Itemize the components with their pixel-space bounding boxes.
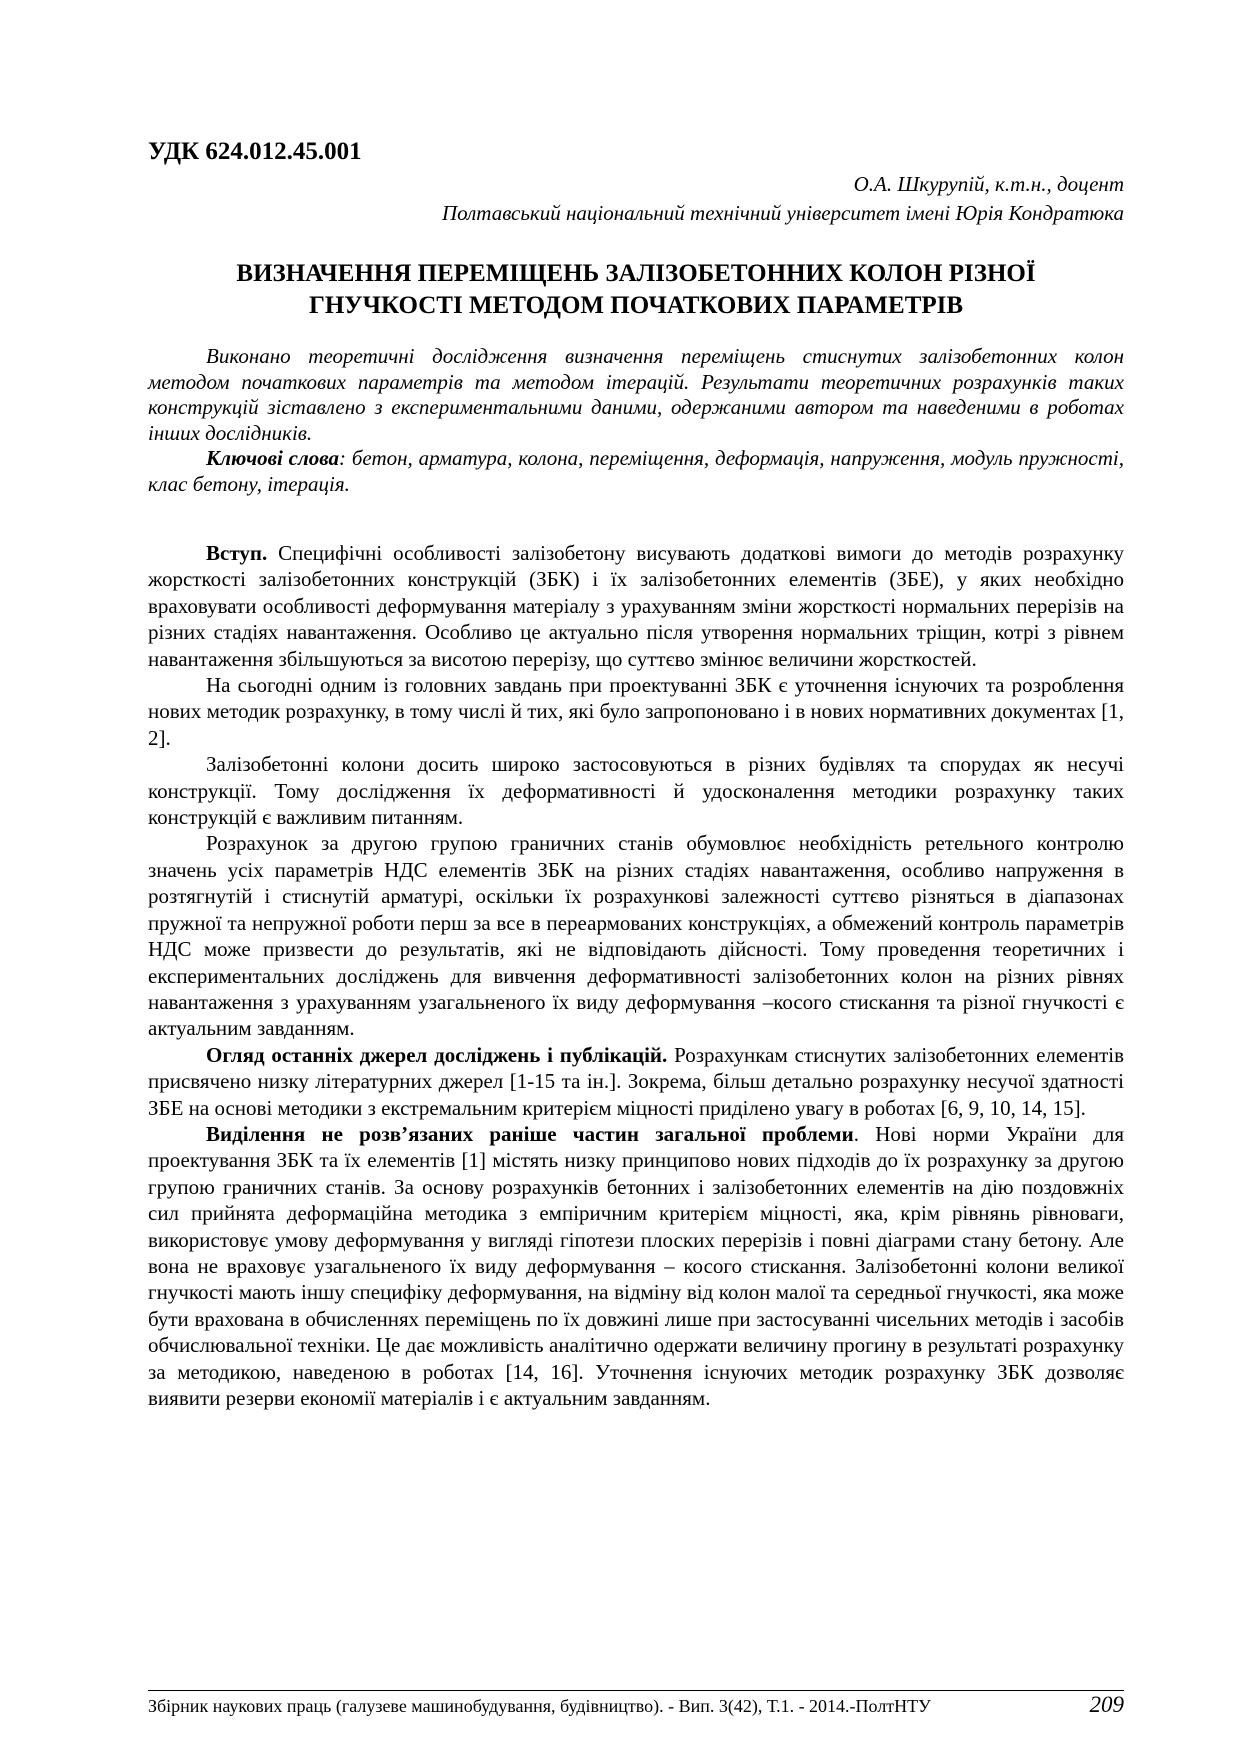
author-affiliation: Полтавський національний технічний університет імені Юрія Кондратюка (441, 201, 1124, 225)
section-lead-intro: Вступ. (206, 541, 268, 565)
title-line-1: ВИЗНАЧЕННЯ ПЕРЕМІЩЕНЬ ЗАЛІЗОБЕТОННИХ КОЛОН РІЗНОЇ (236, 260, 1036, 287)
title-line-2: ГНУЧКОСТІ МЕТОДОМ ПОЧАТКОВИХ ПАРАМЕТРІВ (308, 292, 964, 319)
author-block (442, 170, 1124, 228)
paragraph: Залізобетонні колони досить широко застосовуються в різних будівлях та спорудах як несучі конструкції. Тому дослідження їх деформативності й удосконалення методики розрахунку таких конструкцій є важливим питанням. (148, 752, 1124, 830)
page-number: 209 (1089, 1692, 1124, 1717)
keywords-list: : бетон, арматура, колона, переміщення, деформація, напруження, модуль пружності, клас бетону, ітерація. (148, 446, 1124, 496)
paragraph (148, 1121, 1124, 1411)
paper-body (148, 540, 1124, 1411)
section-lead-problem: Виділення не розв’язаних раніше частин загальної проблеми (206, 1121, 854, 1146)
udk-code: УДК 624.012.45.001 (148, 138, 362, 165)
abstract (148, 344, 1124, 497)
abstract-text: Виконано теоретичні дослідження визначення переміщень стиснутих залізобетонних колон методом початкових параметрів та методом ітерацій. Результати теоретичних розрахунків таких конструкцій зіставлено з експериментальними даними, одержаними автором та наведеними в роботах інших дослідників. (148, 344, 1124, 445)
paragraph (148, 540, 1124, 672)
paragraph: На сьогодні одним із головних завдань при проектуванні ЗБК є уточнення існуючих та розроблення нових методик розрахунку, в тому числі й тих, які було запропоновано і в нових нормативних документах [1, 2]. (148, 673, 1124, 750)
footer-citation: Збірник наукових праць (галузеве машинобудування, будівництво). - Вип. 3(42), Т.1. - 2014.-ПолтНТУ (148, 1696, 931, 1716)
section-lead-review: Огляд останніх джерел досліджень і публікацій. (206, 1042, 668, 1067)
author-name: О.А. Шкурупій, к.т.н., доцент (853, 172, 1124, 196)
paper-title (148, 258, 1124, 322)
paragraph: Розрахунок за другою групою граничних станів обумовлює необхідність ретельного контролю значень усіх параметрів НДС елементів ЗБК на різних стадіях навантаження, особливо напруження в розтягнутій і стиснутій арматурі, оскільки їх розрахункові залежності суттєво різняться в діапазонах пружної та непружної роботи перш за все в переармованих конструкціях, а обмежений контроль параметрів НДС може призвести до результатів, які не відповідають дійсності. Тому проведення теоретичних і експериментальних досліджень для вивчення деформативності залізобетонних колон на різних рівнях навантаження з урахуванням узагальненого їх виду деформування –косого стискання та різної гнучкості є актуальним завданням. (148, 831, 1124, 1041)
paragraph-text: . Нові норми України для проектування ЗБК та їх елементів [1] містять низку принципово нових підходів до їх розрахунку за другою групою граничних станів. За основу розрахунків бетонних і залізобетонних елементів на дію поздовжніх сил прийнята деформаційна методика з емпіричним критерієм міцності, яка, крім рівнянь рівноваги, використовує умову деформування у вигляді гіпотези плоских перерізів і повні діаграми стану бетону. Але вона не враховує узагальненого їх виду деформування – косого стискання. Залізобетонні колони великої гнучкості мають іншу специфіку деформування, на відміну від колон малої та середньої гнучкості, яка може бути врахована в обчисленнях переміщень по їх довжині лише при застосуванні чисельних методів і засобів обчислювальної техніки. Це дає можливість аналітично одержати величину прогину в результаті розрахунку за методикою, наведеною в роботах [14, 16]. Уточнення існуючих методик розрахунку ЗБК дозволяє виявити резерви економії матеріалів і є актуальним завданням. (148, 1121, 1125, 1410)
keywords-label: Ключові слова (206, 446, 340, 470)
page-footer (148, 1692, 1124, 1717)
paragraph (148, 1042, 1124, 1121)
paragraph-text: Розрахункам стиснутих залізобетонних елементів присвячено низку літературних джерел [1-15 та ін.]. Зокрема, більш детально розрахунку несучої здатності ЗБЕ на основі методики з екстремальним критерієм міцності приділено увагу в роботах [6, 9, 10, 14, 15]. (148, 1042, 1124, 1120)
footer-divider (148, 1690, 1124, 1691)
paragraph-text: Специфічні особливості залізобетону висувають додаткові вимоги до методів розрахунку жорсткості залізобетонних конструкцій (ЗБК) і їх залізобетонних елементів (ЗБЕ), у яких необхідно враховувати особливості деформування матеріалу з урахуванням зміни жорсткості нормальних перерізів на різних стадіях навантаження. Особливо це актуально після утворення нормальних тріщин, котрі з рівнем навантаження збільшуються за висотою перерізу, що суттєво змінює величини жорсткостей. (148, 541, 1124, 671)
keywords (148, 446, 1124, 497)
